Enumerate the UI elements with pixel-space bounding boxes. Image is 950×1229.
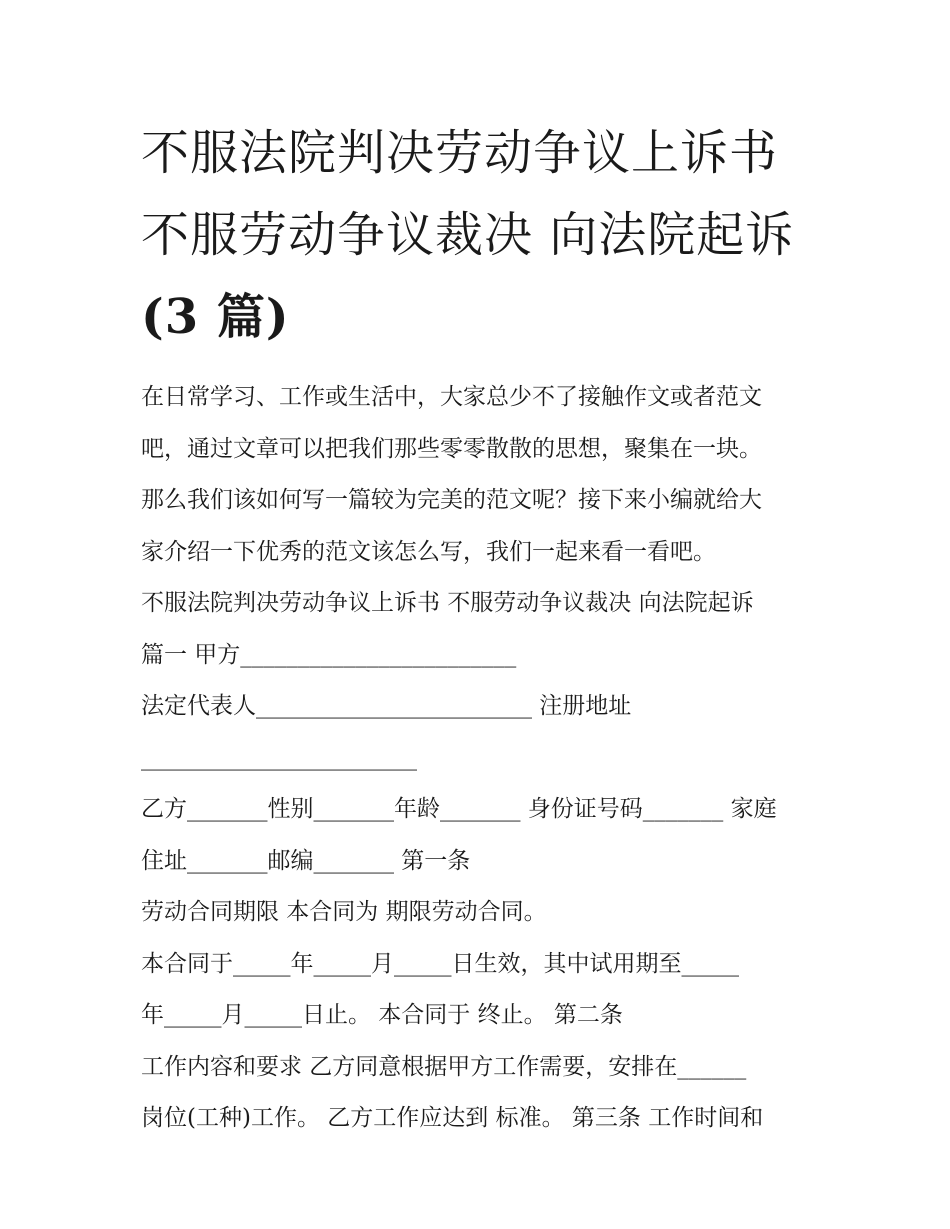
body-line: 篇一 甲方________________________ (141, 641, 517, 668)
title-line: 不服劳动争议裁决 向法院起诉 (141, 207, 795, 263)
body-line: 本合同于_____年_____月_____日生效，其中试用期至_____ (141, 950, 739, 977)
title-line: (3 篇) (141, 289, 290, 345)
body-line: 那么我们该如何写一篇较为完美的范文呢？接下来小编就给大 (141, 487, 762, 513)
body-line: 不服法院判决劳动争议上诉书 不服劳动争议裁决 向法院起诉 (141, 590, 754, 616)
document-title (141, 112, 821, 358)
body-line: 乙方_______性别_______年龄_______ 身份证号码_______ 家庭 (141, 796, 777, 822)
body-line: 岗位(工种)工作。 乙方工作应达到 标准。 第三条 工作时间和 (141, 1105, 764, 1131)
body-line: 吧，通过文章可以把我们那些零零散散的思想，聚集在一块。 (141, 435, 762, 462)
body-line: 工作内容和要求 乙方同意根据甲方工作需要，安排在______ (141, 1053, 747, 1080)
document-body (141, 372, 821, 1145)
body-line: 家介绍一下优秀的范文该怎么写，我们一起来看一看吧。 (141, 538, 716, 565)
body-line: 住址_______邮编_______ 第一条 (141, 847, 471, 874)
body-line: 劳动合同期限 本合同为 期限劳动合同。 (141, 899, 547, 925)
body-line: ________________________ (141, 744, 417, 771)
body-line: 年_____月_____日止。 本合同于 终止。 第二条 (141, 1002, 623, 1028)
body-line: 在日常学习、工作或生活中，大家总少不了接触作文或者范文 (141, 384, 762, 410)
title-line: 不服法院判决劳动争议上诉书 (141, 125, 779, 181)
body-line: 法定代表人________________________ 注册地址 (141, 693, 632, 719)
document-page (141, 112, 821, 1145)
